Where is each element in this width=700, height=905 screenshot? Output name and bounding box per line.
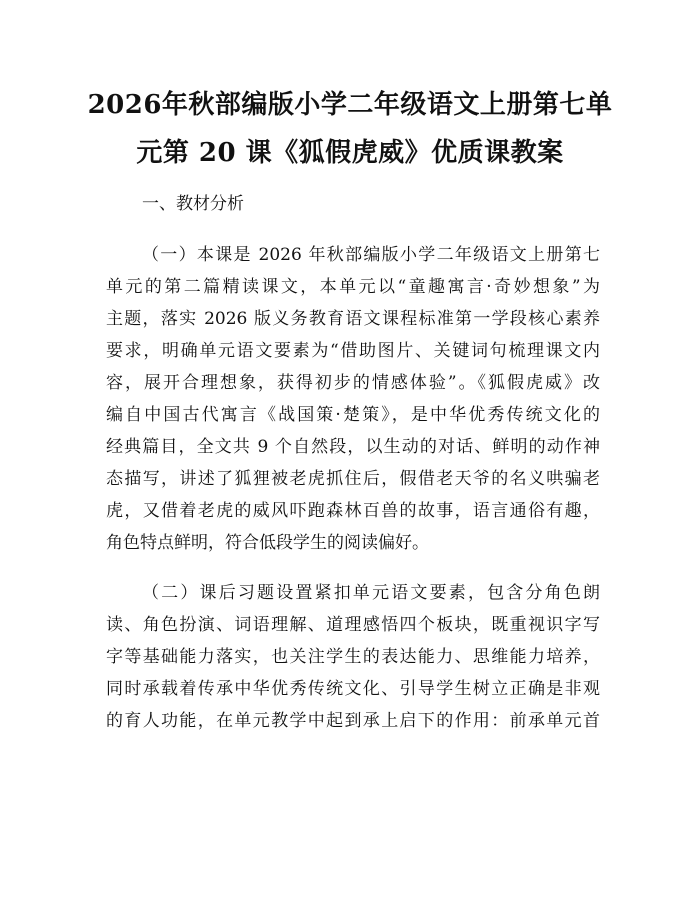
document-title-line-2: 元第 20 课《狐假虎威》优质课教案 [136,138,564,168]
paragraph-1-line: 单元的第二篇精读课文，本单元以“童趣寓言·奇妙想象”为 [106,277,600,297]
paragraph-2-line: 读、角色扮演、词语理解、道理感悟四个板块，既重视识字写 [106,615,600,635]
paragraph-1-line: 要求，明确单元语文要素为“借助图片、关键词句梳理课文内 [106,341,600,361]
paragraph-2-line: 的育人功能，在单元教学中起到承上启下的作用：前承单元首 [106,711,600,731]
paragraph-2-line: （二）课后习题设置紧扣单元语文要素，包含分角色朗 [142,583,600,603]
paragraph-1-line: 角色特点鲜明，符合低段学生的阅读偏好。 [106,533,429,553]
paragraph-1-line: 编自中国古代寓言《战国策·楚策》，是中华优秀传统文化的 [106,405,600,425]
document-title-line-1: 2026年秋部编版小学二年级语文上册第七单 [87,90,613,120]
paragraph-1-line: 虎，又借着老虎的威风吓跑森林百兽的故事，语言通俗有趣， [106,501,600,521]
paragraph-1-line: 经典篇目，全文共 9 个自然段，以生动的对话、鲜明的动作神 [106,437,600,457]
section-heading: 一、教材分析 [142,194,244,214]
paragraph-1-line: 态描写，讲述了狐狸被老虎抓住后，假借老天爷的名义哄骗老 [106,469,600,489]
paragraph-2-line: 同时承载着传承中华优秀传统文化、引导学生树立正确是非观 [106,679,600,699]
paragraph-1-line: 主题，落实 2026 版义务教育语文课程标准第一学段核心素养 [106,309,600,329]
paragraph-2-line: 字等基础能力落实，也关注学生的表达能力、思维能力培养， [106,647,600,667]
paragraph-1-line: 容，展开合理想象，获得初步的情感体验”。《狐假虎威》改 [106,373,600,393]
paragraph-1-line: （一）本课是 2026 年秋部编版小学二年级语文上册第七 [142,245,600,265]
